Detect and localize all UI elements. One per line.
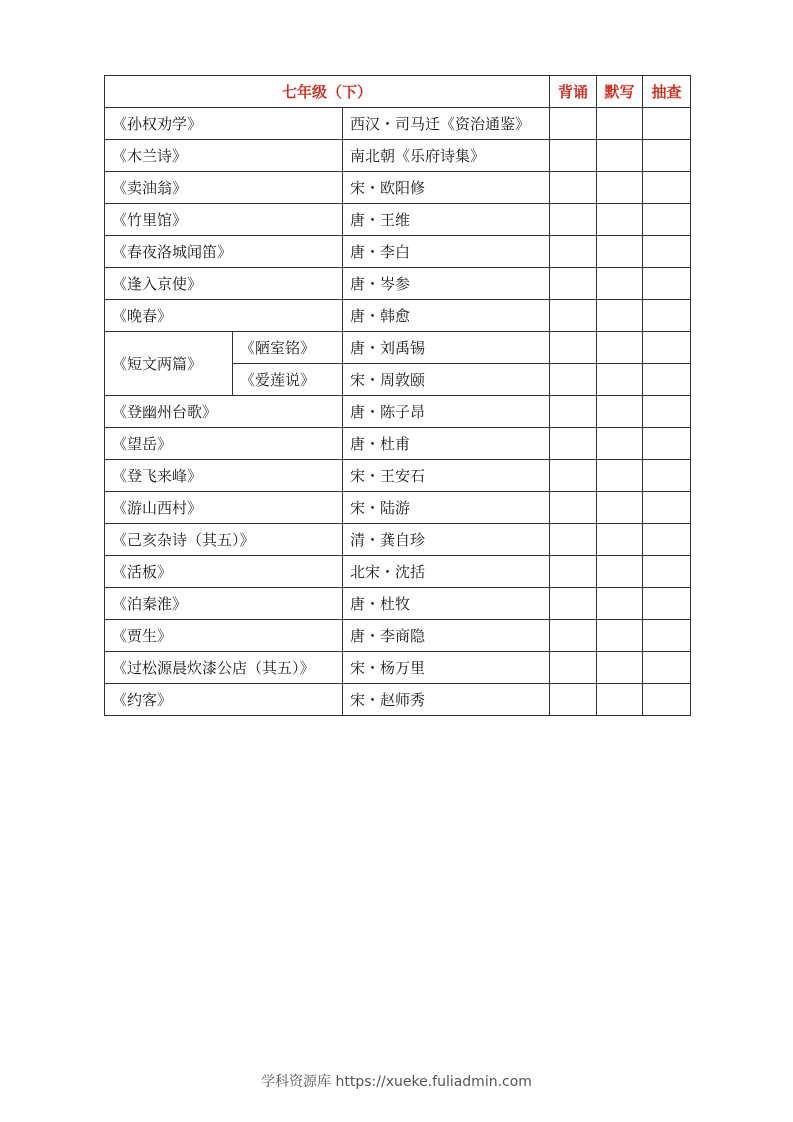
recite-checkbox-cell xyxy=(550,140,597,172)
sub-title-cell: 《爱莲说》 xyxy=(233,364,343,396)
title-cell: 《登飞来峰》 xyxy=(105,460,343,492)
dictation-checkbox-cell xyxy=(597,620,643,652)
title-cell: 《晚春》 xyxy=(105,300,343,332)
title-cell: 《望岳》 xyxy=(105,428,343,460)
check-checkbox-cell xyxy=(643,428,691,460)
check-checkbox-cell xyxy=(643,204,691,236)
table-row xyxy=(105,428,691,460)
title-cell: 《卖油翁》 xyxy=(105,172,343,204)
sub-title-cell: 《陋室铭》 xyxy=(233,332,343,364)
grade-heading: 七年级（下） xyxy=(105,76,550,108)
dictation-checkbox-cell xyxy=(597,588,643,620)
author-cell: 唐・李商隐 xyxy=(343,620,550,652)
header-row xyxy=(105,76,691,108)
recite-checkbox-cell xyxy=(550,588,597,620)
check-checkbox-cell xyxy=(643,620,691,652)
check-column-header: 抽查 xyxy=(643,76,691,108)
table-row xyxy=(105,396,691,428)
table-row xyxy=(105,204,691,236)
author-cell: 唐・杜甫 xyxy=(343,428,550,460)
dictation-checkbox-cell xyxy=(597,652,643,684)
author-cell: 唐・王维 xyxy=(343,204,550,236)
check-checkbox-cell xyxy=(643,460,691,492)
check-checkbox-cell xyxy=(643,332,691,364)
recite-checkbox-cell xyxy=(550,204,597,236)
dictation-checkbox-cell xyxy=(597,428,643,460)
title-cell: 《泊秦淮》 xyxy=(105,588,343,620)
recite-checkbox-cell xyxy=(550,268,597,300)
table-row xyxy=(105,236,691,268)
dictation-checkbox-cell xyxy=(597,300,643,332)
recite-checkbox-cell xyxy=(550,460,597,492)
check-checkbox-cell xyxy=(643,396,691,428)
recite-checkbox-cell xyxy=(550,396,597,428)
table-row xyxy=(105,268,691,300)
recite-checkbox-cell xyxy=(550,492,597,524)
author-cell: 宋・陆游 xyxy=(343,492,550,524)
recite-checkbox-cell xyxy=(550,620,597,652)
check-checkbox-cell xyxy=(643,684,691,716)
recite-checkbox-cell xyxy=(550,684,597,716)
table-row xyxy=(105,108,691,140)
title-cell: 《活板》 xyxy=(105,556,343,588)
dictation-checkbox-cell xyxy=(597,140,643,172)
check-checkbox-cell xyxy=(643,268,691,300)
check-checkbox-cell xyxy=(643,140,691,172)
table-row xyxy=(105,588,691,620)
dictation-checkbox-cell xyxy=(597,204,643,236)
title-cell: 《孙权劝学》 xyxy=(105,108,343,140)
title-cell: 《游山西村》 xyxy=(105,492,343,524)
check-checkbox-cell xyxy=(643,364,691,396)
recite-checkbox-cell xyxy=(550,556,597,588)
dictation-checkbox-cell xyxy=(597,460,643,492)
table-row xyxy=(105,684,691,716)
table-row xyxy=(105,492,691,524)
dictation-checkbox-cell xyxy=(597,332,643,364)
author-cell: 唐・杜牧 xyxy=(343,588,550,620)
author-cell: 宋・王安石 xyxy=(343,460,550,492)
check-checkbox-cell xyxy=(643,524,691,556)
author-cell: 唐・岑参 xyxy=(343,268,550,300)
dictation-checkbox-cell xyxy=(597,396,643,428)
dictation-checkbox-cell xyxy=(597,524,643,556)
dictation-checkbox-cell xyxy=(597,172,643,204)
table-row xyxy=(105,140,691,172)
author-cell: 唐・刘禹锡 xyxy=(343,332,550,364)
title-cell: 《过松源晨炊漆公店（其五）》 xyxy=(105,652,343,684)
recitation-table xyxy=(104,75,691,716)
table-row xyxy=(105,460,691,492)
recite-checkbox-cell xyxy=(550,300,597,332)
author-cell: 唐・陈子昂 xyxy=(343,396,550,428)
check-checkbox-cell xyxy=(643,300,691,332)
table-row xyxy=(105,300,691,332)
dictation-checkbox-cell xyxy=(597,236,643,268)
dictation-checkbox-cell xyxy=(597,556,643,588)
check-checkbox-cell xyxy=(643,556,691,588)
recite-checkbox-cell xyxy=(550,524,597,556)
author-cell: 宋・杨万里 xyxy=(343,652,550,684)
recite-column-header: 背诵 xyxy=(550,76,597,108)
author-cell: 唐・韩愈 xyxy=(343,300,550,332)
table-row xyxy=(105,652,691,684)
title-cell: 《竹里馆》 xyxy=(105,204,343,236)
author-cell: 南北朝《乐府诗集》 xyxy=(343,140,550,172)
table-row xyxy=(105,332,691,364)
recite-checkbox-cell xyxy=(550,428,597,460)
table-row xyxy=(105,172,691,204)
check-checkbox-cell xyxy=(643,652,691,684)
recite-checkbox-cell xyxy=(550,108,597,140)
title-cell: 《逢入京使》 xyxy=(105,268,343,300)
author-cell: 宋・赵师秀 xyxy=(343,684,550,716)
title-cell: 《登幽州台歌》 xyxy=(105,396,343,428)
check-checkbox-cell xyxy=(643,172,691,204)
dictation-checkbox-cell xyxy=(597,108,643,140)
recite-checkbox-cell xyxy=(550,236,597,268)
dictation-checkbox-cell xyxy=(597,268,643,300)
recite-checkbox-cell xyxy=(550,364,597,396)
author-cell: 宋・欧阳修 xyxy=(343,172,550,204)
title-cell: 《贾生》 xyxy=(105,620,343,652)
dictation-checkbox-cell xyxy=(597,364,643,396)
table-row xyxy=(105,620,691,652)
title-cell: 《木兰诗》 xyxy=(105,140,343,172)
recite-checkbox-cell xyxy=(550,172,597,204)
dictation-column-header: 默写 xyxy=(597,76,643,108)
author-cell: 宋・周敦颐 xyxy=(343,364,550,396)
recite-checkbox-cell xyxy=(550,652,597,684)
author-cell: 西汉・司马迁《资治通鉴》 xyxy=(343,108,550,140)
title-cell: 《约客》 xyxy=(105,684,343,716)
table-row xyxy=(105,556,691,588)
title-cell: 《己亥杂诗（其五）》 xyxy=(105,524,343,556)
check-checkbox-cell xyxy=(643,236,691,268)
dictation-checkbox-cell xyxy=(597,684,643,716)
dictation-checkbox-cell xyxy=(597,492,643,524)
recite-checkbox-cell xyxy=(550,332,597,364)
table-row xyxy=(105,524,691,556)
author-cell: 清・龚自珍 xyxy=(343,524,550,556)
title-cell: 《春夜洛城闻笛》 xyxy=(105,236,343,268)
group-title-cell: 《短文两篇》 xyxy=(105,332,233,396)
check-checkbox-cell xyxy=(643,108,691,140)
footer-source: 学科资源库 https://xueke.fuliadmin.com xyxy=(261,1074,532,1090)
author-cell: 唐・李白 xyxy=(343,236,550,268)
author-cell: 北宋・沈括 xyxy=(343,556,550,588)
check-checkbox-cell xyxy=(643,492,691,524)
check-checkbox-cell xyxy=(643,588,691,620)
